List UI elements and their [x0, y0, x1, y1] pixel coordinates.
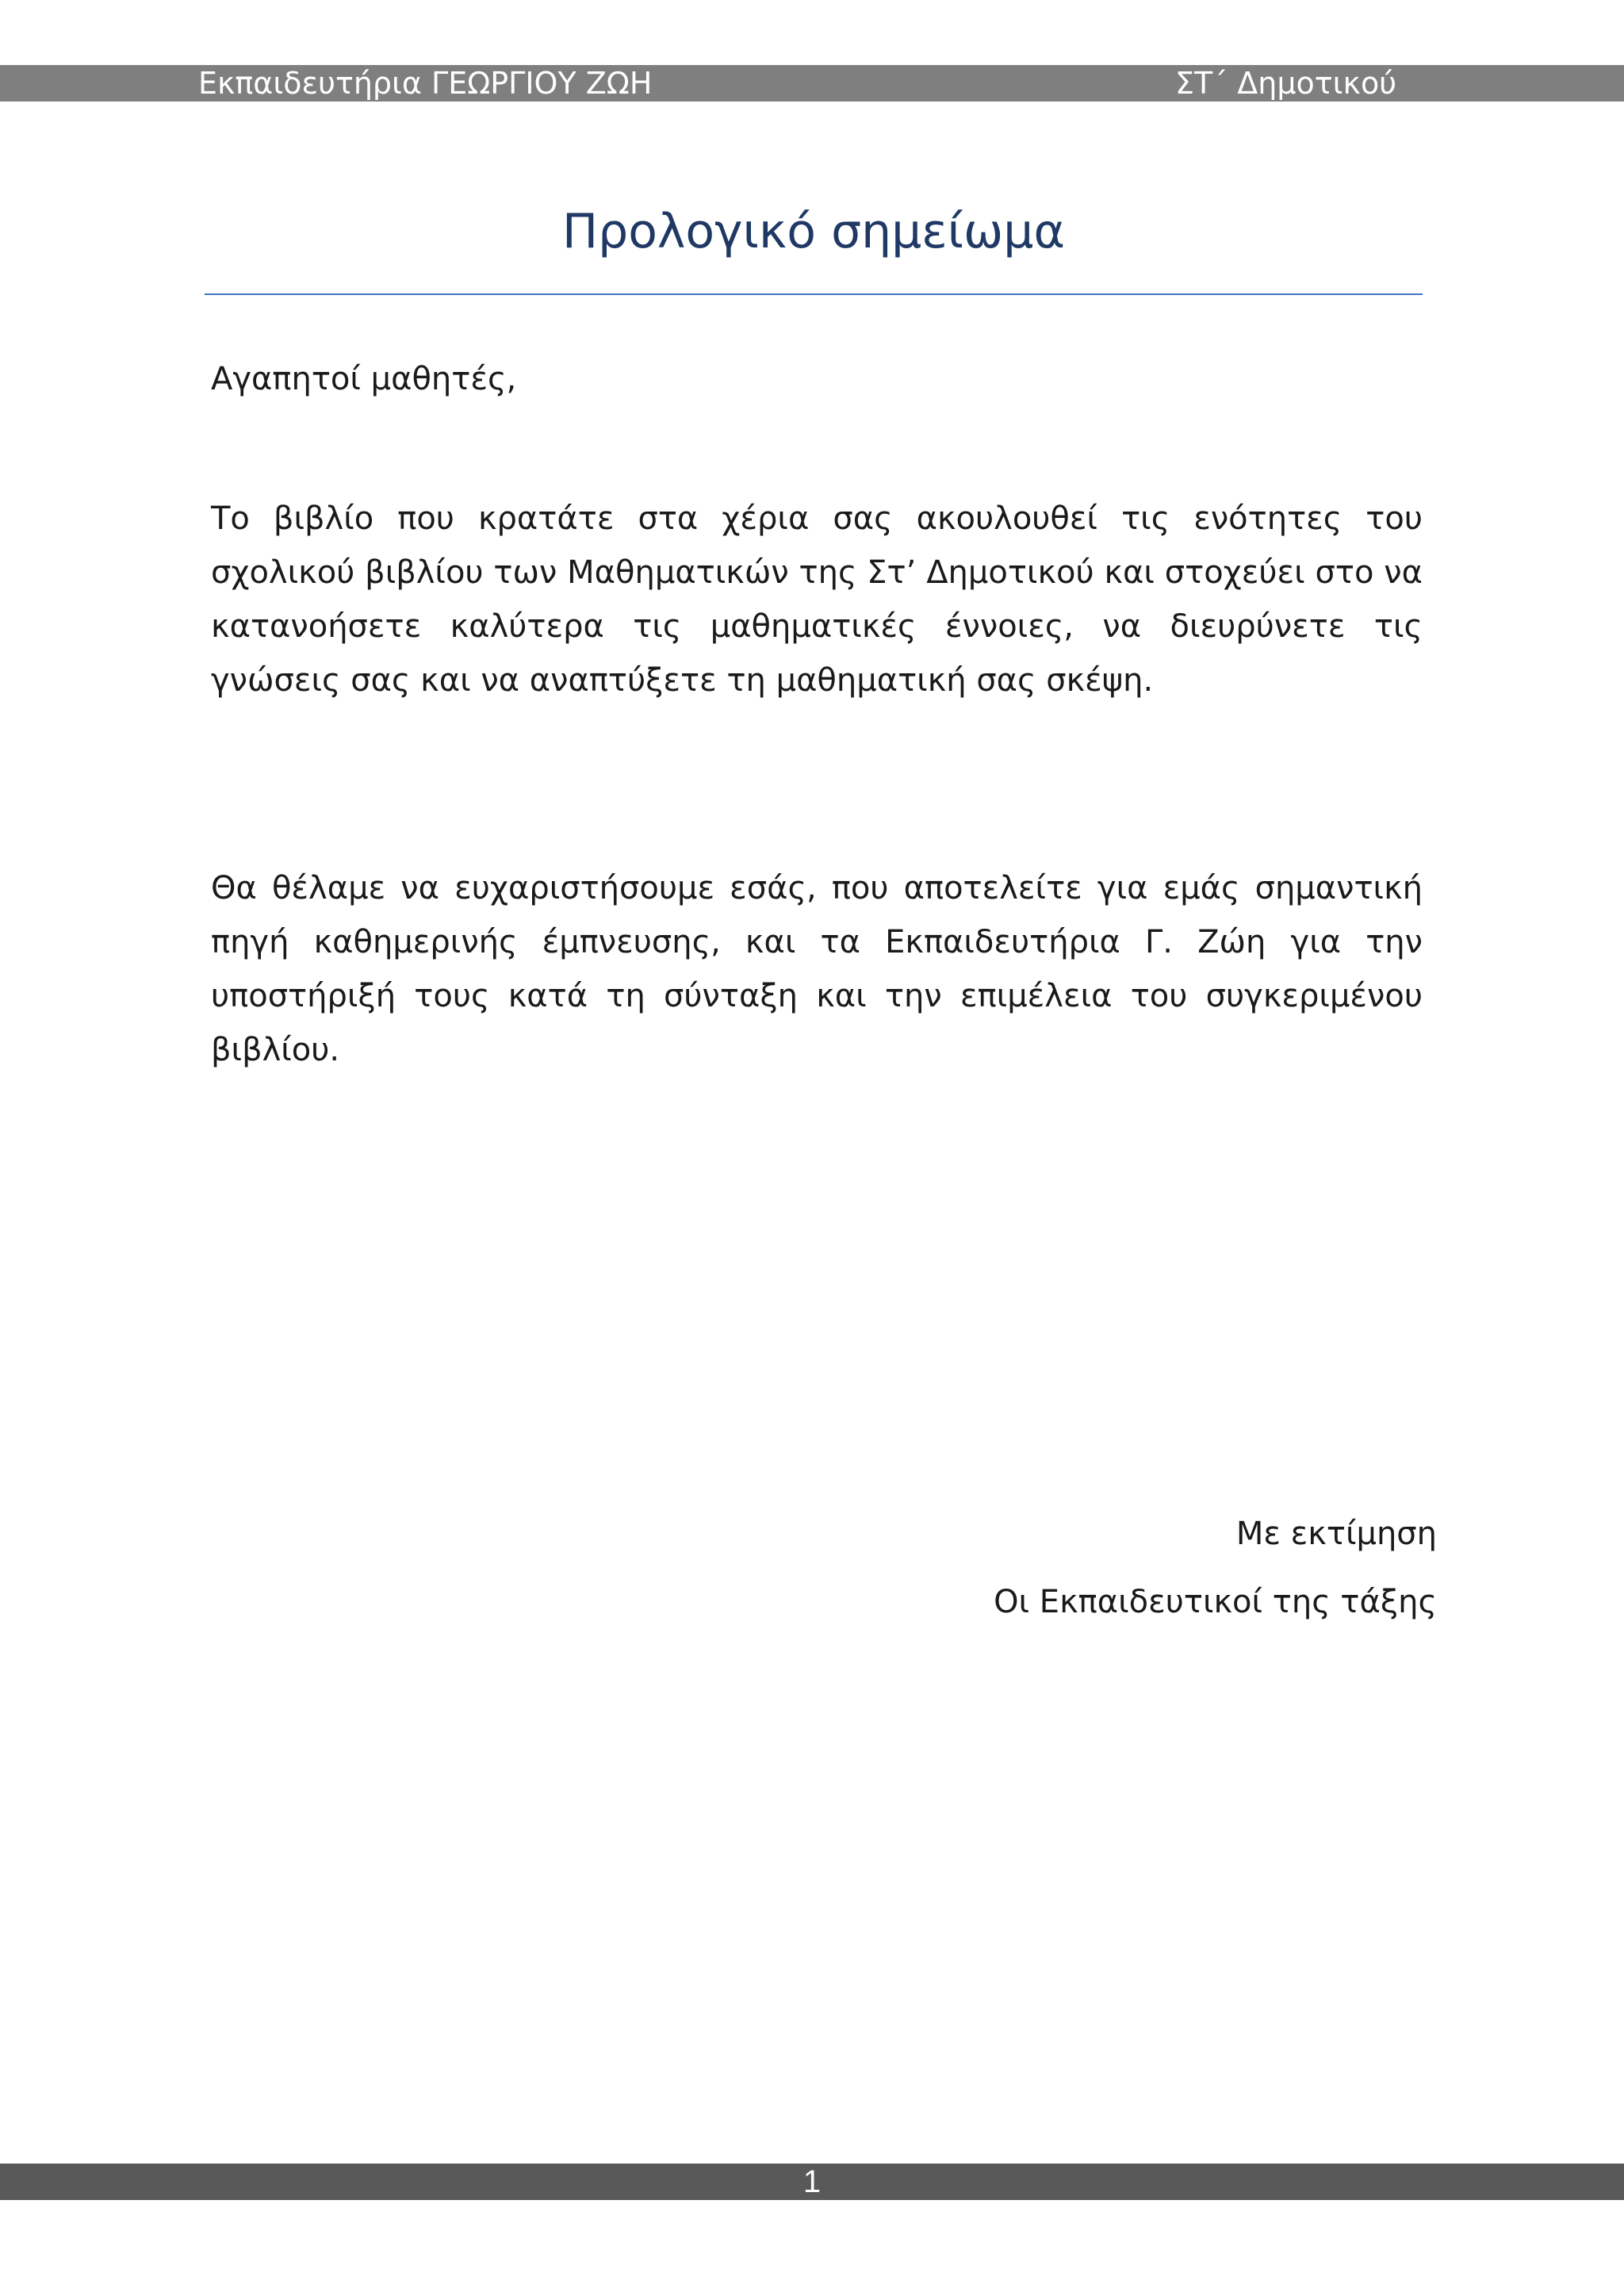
page-title: Προλογικό σημείωμα [561, 204, 1065, 259]
header-bar [0, 65, 1624, 102]
greeting: Αγαπητοί μαθητές, [211, 361, 517, 397]
paragraph-thanks: Θα θέλαμε να ευχαριστήσουμε εσάς, που αποτελείτε για εμάς σημαντική πηγή καθημερινής έμπνευσης, και τα Εκπαιδευτήρια Γ. Ζώη για την υποστήριξή τους κατά τη σύνταξη και την επιμέλεια του συγκεριμένου βιβλίου. [211, 870, 1423, 1068]
paragraph-intro: Το βιβλίο που κρατάτε στα χέρια σας ακουλουθεί τις ενότητες του σχολικού βιβλίου των Μαθηματικών της Στ’ Δημοτικού και στοχεύει στο να κατανοήσετε καλύτερα τις μαθηματικές έννοιες, να διευρύνετε τις γνώσεις σας και να αναπτύξετε τη μαθηματική σας σκέψη. [211, 500, 1423, 699]
closing-signature: Οι Εκπαιδευτικοί της τάξης [994, 1584, 1437, 1620]
closing-regards: Με εκτίμηση [1235, 1516, 1437, 1552]
header-school-name: Εκπαιδευτήρια ΓΕΩΡΓΙΟΥ ΖΩΗ [198, 66, 653, 101]
page-number: 1 [802, 2164, 822, 2199]
title-divider [205, 293, 1423, 295]
footer-bar [0, 2164, 1624, 2200]
header-grade: ΣΤ΄ Δημοτικού [1175, 66, 1397, 101]
